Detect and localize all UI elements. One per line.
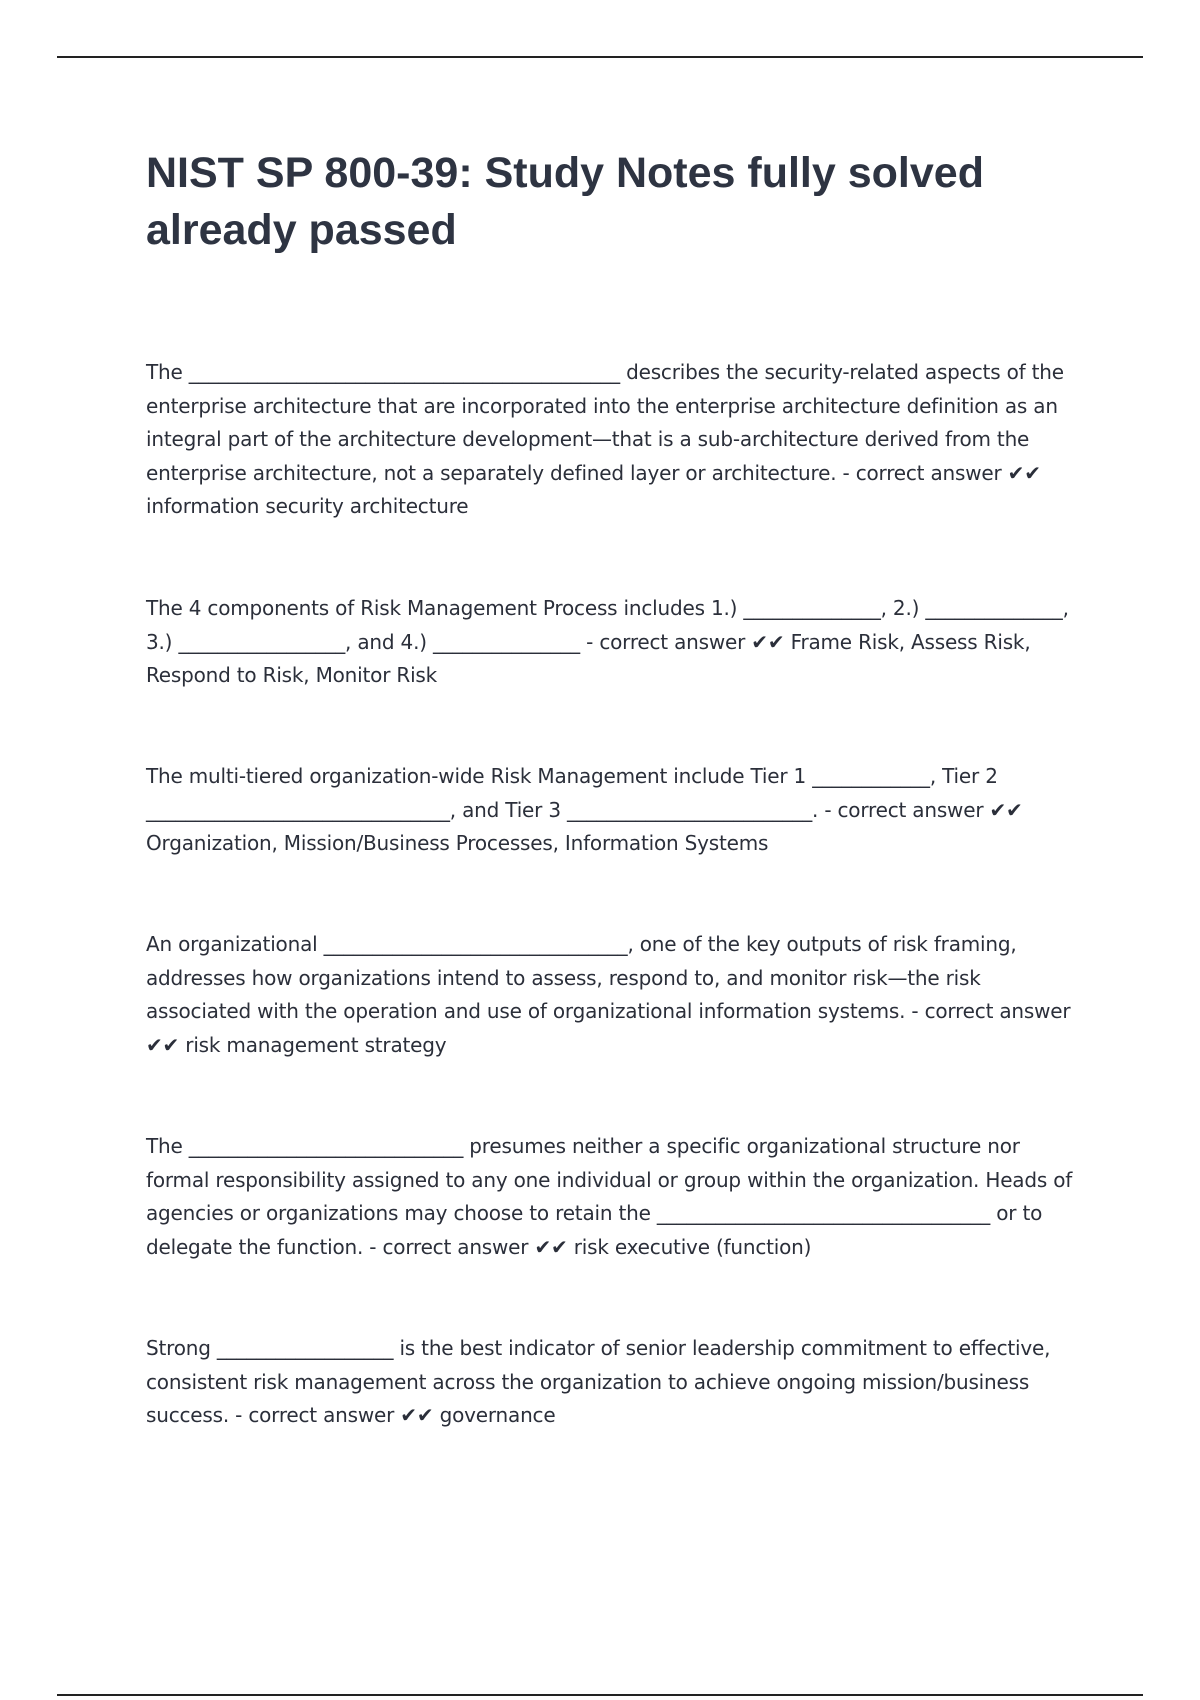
answer-text: Frame Risk, Assess Risk, Respond to Risk, Monitor Risk: [146, 629, 1031, 687]
question-text: The ____________________________ presumes neither a specific organizational structure nor formal responsibility assigned to any one individual or group within the organization. Heads of agencies or organizations may choose to retain the __________________________________ or to delegate the function. - correct answer ✔✔: [146, 1134, 1073, 1259]
answer-text: information security architecture: [146, 494, 469, 518]
document-title: NIST SP 800-39: Study Notes fully solved already passed: [146, 149, 984, 254]
qa-item-2: [146, 592, 1086, 693]
question-text: The ____________________________________________ describes the security-related aspects of the enterprise architecture that are incorporated into the enterprise architecture definition as an integral part of the architecture development—that is a sub-architecture derived from the enterprise architecture, not a separately defined layer or architecture. - correct answer ✔✔: [146, 360, 1064, 485]
qa-item-1: [146, 356, 1086, 524]
question-text: The 4 components of Risk Management Process includes 1.) ______________, 2.) ______________, 3.) _________________, and 4.) _______________ - correct answer ✔✔: [146, 596, 1069, 654]
qa-item-4: [146, 928, 1086, 1062]
top-divider: [57, 56, 1143, 58]
question-text: The multi-tiered organization-wide Risk Management include Tier 1 ____________, Tier 2 _______________________________, and Tier 3 _________________________. - correct answer ✔✔: [146, 764, 1023, 822]
answer-text: governance: [439, 1403, 556, 1427]
qa-item-3: [146, 760, 1086, 861]
answer-text: risk management strategy: [185, 1032, 447, 1057]
question-text: Strong __________________ is the best indicator of senior leadership commitment to effective, consistent risk management across the organization to achieve ongoing mission/business success. - correct answer ✔✔: [146, 1336, 1051, 1427]
qa-item-5: [146, 1130, 1086, 1264]
question-text: An organizational _______________________________, one of the key outputs of risk framing, addresses how organizations intend to assess, respond to, and monitor risk—the risk associated with the operation and use of organizational information systems. - correct answer ✔✔: [146, 932, 1071, 1057]
qa-item-6: [146, 1332, 1086, 1433]
bottom-divider: [57, 1694, 1143, 1696]
answer-text: Organization, Mission/Business Processes, Information Systems: [146, 831, 769, 855]
answer-text: risk executive (function): [573, 1234, 812, 1259]
